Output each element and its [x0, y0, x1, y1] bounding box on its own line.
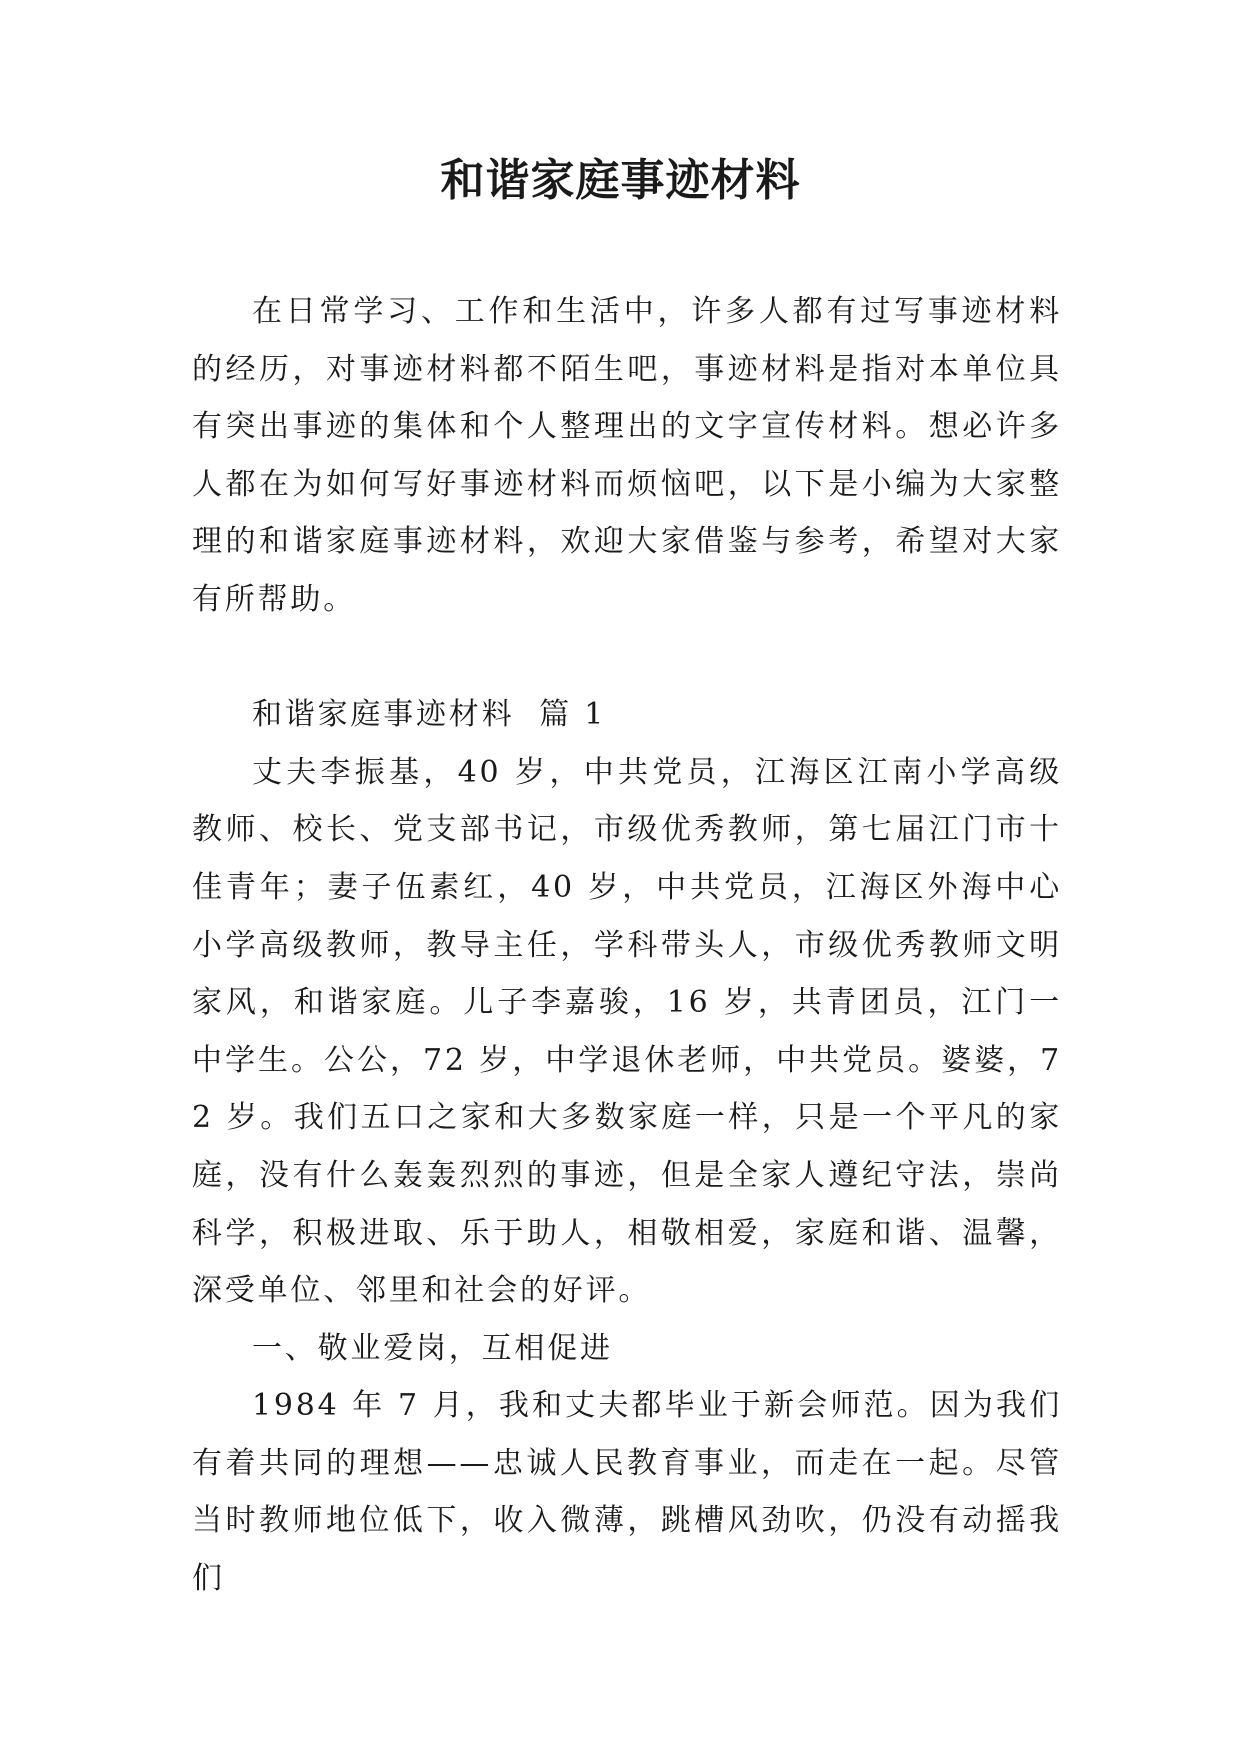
document-body — [192, 283, 1062, 1608]
section-heading: 和谐家庭事迹材料 篇 1 — [252, 697, 607, 733]
intro-paragraph: 在日常学习、工作和生活中，许多人都有过写事迹材料的经历，对事迹材料都不陌生吧，事迹材料是指对本单位具有突出事迹的集体和个人整理出的文字宣传材料。想必许多人都在为如何写好事迹材料而烦恼吧，以下是小编为大家整理的和谐家庭事迹材料，欢迎大家借鉴与参考，希望对大家有所帮助。 — [192, 294, 1062, 617]
document-title: 和谐家庭事迹材料 — [440, 155, 801, 206]
paragraph-spacer — [192, 629, 1062, 687]
body-paragraph-family: 丈夫李振基，40 岁，中共党员，江海区江南小学高级教师、校长、党支部书记，市级优秀教师，第七届江门市十佳青年；妻子伍素红，40 岁，中共党员，江海区外海中心小学高级教师，教导主任，学科带头人，市级优秀教师文明家风，和谐家庭。儿子李嘉骏，16 岁，共青团员，江门一中学生。公公，72 岁，中学退休老师，中共党员。婆婆，72 岁。我们五口之家和大多数家庭一样，只是一个平凡的家庭，没有什么轰轰烈烈的事迹，但是全家人遵纪守法，崇尚科学，积极进取、乐于助人，相敬相爱，家庭和谐、温馨，深受单位、邻里和社会的好评。 — [192, 754, 1062, 1309]
body-paragraph-history: 1984 年 7 月，我和丈夫都毕业于新会师范。因为我们有着共同的理想——忠诚人民教育事业，而走在一起。尽管当时教师地位低下，收入微薄，跳槽风劲吹，仍没有动摇我们 — [192, 1388, 1062, 1597]
subsection-heading: 一、敬业爱岗，互相促进 — [252, 1330, 613, 1366]
